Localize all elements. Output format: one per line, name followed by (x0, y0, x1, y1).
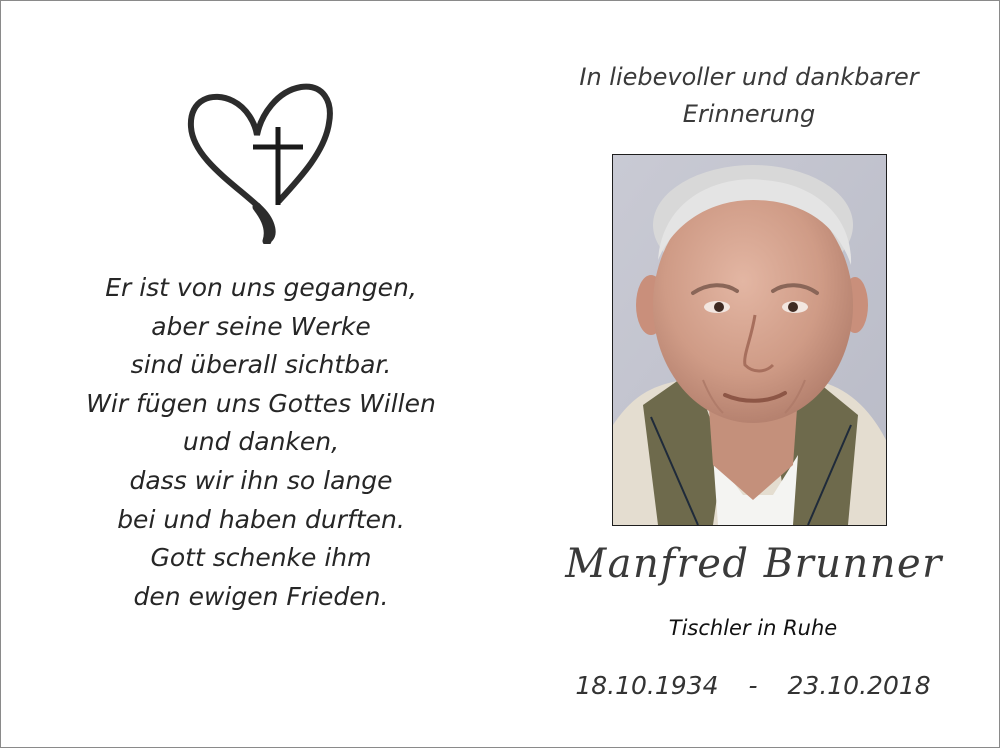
poem-line: und danken, (182, 427, 340, 457)
portrait-photo (612, 154, 887, 526)
poem-line: sind überall sichtbar. (130, 350, 392, 380)
death-date: 23.10.2018 (787, 671, 931, 700)
memory-heading-line: Erinnerung (682, 100, 816, 128)
life-dates (553, 671, 953, 700)
poem-line: dass wir ihn so lange (129, 465, 393, 495)
poem-line: Gott schenke ihm (150, 543, 372, 573)
poem-line: Er ist von uns gegangen, (105, 273, 417, 302)
memory-heading (549, 59, 949, 133)
heart-with-cross-icon (181, 79, 341, 244)
poem-line: Wir fügen uns Gottes Willen (86, 388, 436, 418)
date-separator: - (748, 671, 758, 700)
poem (61, 269, 461, 616)
deceased-name: Manfred Brunner (565, 541, 943, 587)
memory-heading-line: In liebevoller und dankbarer (579, 63, 919, 91)
poem-line: den ewigen Frieden. (133, 581, 389, 611)
poem-line: bei und haben durften. (117, 504, 405, 534)
profession: Tischler in Ruhe (668, 616, 838, 640)
birth-date: 18.10.1934 (575, 671, 719, 700)
poem-line: aber seine Werke (151, 311, 371, 341)
